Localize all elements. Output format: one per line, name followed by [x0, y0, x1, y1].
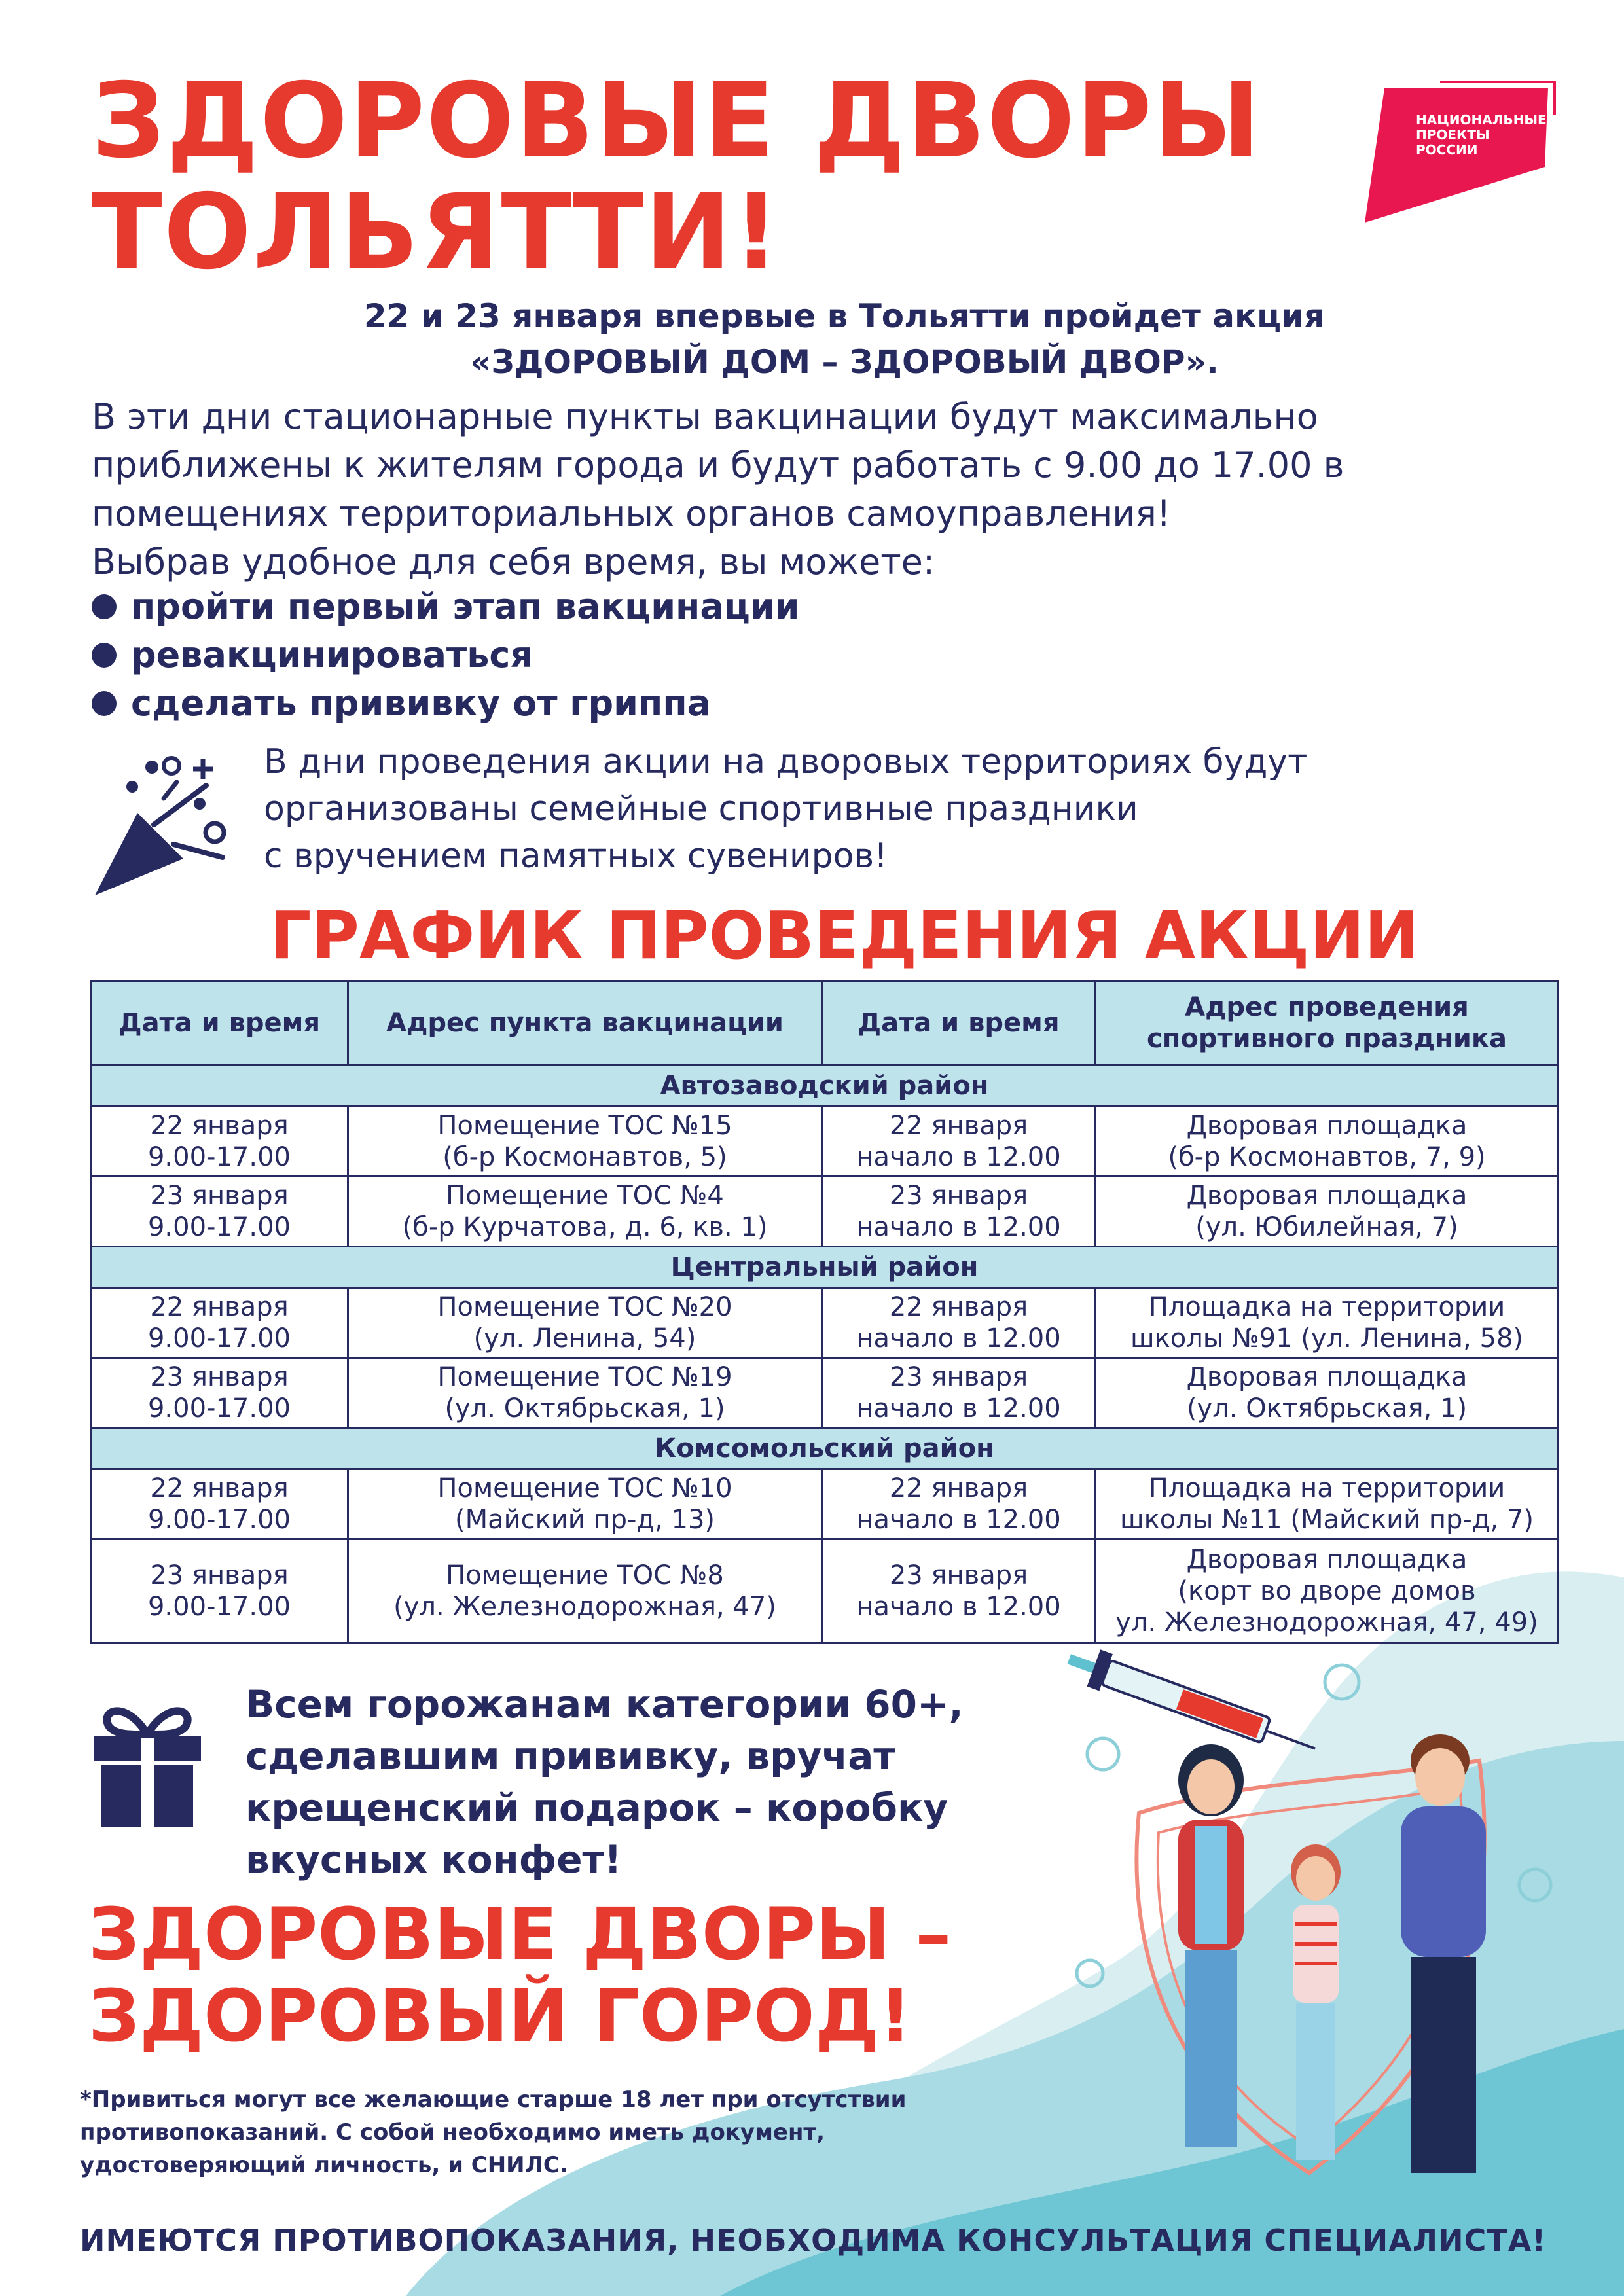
gift-announcement — [245, 1679, 1031, 1886]
bullet-icon — [92, 594, 117, 619]
gift-line3: крещенский подарок – коробку — [245, 1785, 948, 1830]
table-row — [91, 1107, 1559, 1177]
gift-line4: вкусных конфет! — [245, 1837, 622, 1882]
mother-figure — [1178, 1744, 1244, 2147]
list-item-label: сделать прививку от гриппа — [131, 683, 712, 724]
intro-line1: 22 и 23 января впервые в Тольятти пройдет акция — [363, 297, 1326, 335]
list-item-label: ревакцинироваться — [131, 634, 533, 675]
festival-cell: Дворовая площадка (б-р Космонавтов, 7, 9) — [1096, 1107, 1559, 1177]
info-line1: В эти дни стационарные пункты вакцинации будут максимально — [92, 396, 1318, 437]
date-cell: 23 января 9.00-17.00 — [91, 1177, 348, 1247]
address-cell: Помещение ТОС №15 (б-р Космонавтов, 5) — [348, 1107, 822, 1177]
date-cell: 22 января 9.00-17.00 — [91, 1107, 348, 1177]
festival-cell: Дворовая площадка (ул. Юбилейная, 7) — [1096, 1177, 1559, 1247]
logo-line1: НАЦИОНАЛЬНЫЕ — [1416, 112, 1547, 128]
gift-line1: Всем горожанам категории 60+, — [245, 1682, 964, 1727]
contraindications-warning: ИМЕЮТСЯ ПРОТИВОПОКАЗАНИЯ, НЕОБХОДИМА КОНСУЛЬТАЦИЯ СПЕЦИАЛИСТА! — [80, 2223, 1547, 2258]
child-figure — [1291, 1844, 1341, 2160]
bullet-icon — [92, 691, 117, 716]
festival-cell: Площадка на территории школы №91 (ул. Ленина, 58) — [1096, 1288, 1559, 1358]
table-row — [91, 1177, 1559, 1247]
date-cell: 23 января 9.00-17.00 — [91, 1358, 348, 1428]
column-header-festival-address — [1096, 981, 1559, 1066]
festival-line1: В дни проведения акции на дворовых территориях будут — [264, 742, 1308, 781]
footnote — [80, 2083, 996, 2181]
date-cell: 22 января 9.00-17.00 — [91, 1469, 348, 1539]
date-cell: 22 января начало в 12.00 — [822, 1107, 1096, 1177]
column-header-vaccination-address: Адрес пункта вакцинации — [348, 981, 822, 1066]
table-row — [91, 1358, 1559, 1428]
date-cell: 22 января начало в 12.00 — [822, 1469, 1096, 1539]
main-title-line2: ТОЛЬЯТТИ! — [92, 172, 782, 293]
address-cell: Помещение ТОС №20 (ул. Ленина, 54) — [348, 1288, 822, 1358]
list-item-label: пройти первый этап вакцинации — [131, 586, 800, 627]
logo-top-text: ЗДРАВООХРАНЕНИЕ — [1424, 90, 1528, 101]
festival-line2: организованы семейные спортивные праздники — [264, 789, 1138, 829]
options-list — [92, 583, 1532, 728]
gift-icon — [88, 1695, 206, 1829]
table-row — [91, 1539, 1559, 1643]
festival-line3: с вручением памятных сувениров! — [264, 836, 888, 876]
festival-announcement — [264, 738, 1573, 880]
schedule-table — [90, 980, 1559, 1644]
festival-cell: Дворовая площадка (корт во дворе домов ул. Железнодорожная, 47, 49) — [1096, 1539, 1559, 1643]
table-row — [91, 1288, 1559, 1358]
logo-line2: ПРОЕКТЫ — [1416, 127, 1490, 143]
main-title-line1: ЗДОРОВЫЕ ДВОРЫ — [92, 61, 1262, 181]
intro-line2: «ЗДОРОВЫЙ ДОМ – ЗДОРОВЫЙ ДВОР». — [470, 343, 1219, 381]
logo-line3: РОССИИ — [1416, 142, 1478, 158]
bullet-icon — [92, 643, 117, 668]
district-name: Автозаводский район — [91, 1066, 1559, 1107]
address-cell: Помещение ТОС №19 (ул. Октябрьская, 1) — [348, 1358, 822, 1428]
intro-announcement — [92, 293, 1597, 385]
column-header-date: Дата и время — [91, 981, 348, 1066]
schedule-title: ГРАФИК ПРОВЕДЕНИЯ АКЦИИ — [269, 897, 1420, 974]
date-cell: 23 января начало в 12.00 — [822, 1177, 1096, 1247]
footnote-line3: удостоверяющий личность, и СНИЛС. — [80, 2152, 568, 2178]
list-item — [92, 631, 1532, 679]
column-header-date: Дата и время — [822, 981, 1096, 1066]
gift-line2: сделавшим прививку, вручат — [245, 1734, 895, 1778]
slogan-line1: ЗДОРОВЫЕ ДВОРЫ – — [88, 1892, 952, 1976]
father-figure — [1401, 1734, 1486, 2173]
header-line: Адрес проведения — [1185, 992, 1469, 1022]
info-line3: помещениях территориальных органов самоуправления! — [92, 493, 1171, 534]
address-cell: Помещение ТОС №8 (ул. Железнодорожная, 47) — [348, 1539, 822, 1643]
info-paragraph — [92, 393, 1597, 586]
date-cell: 23 января 9.00-17.00 — [91, 1539, 348, 1643]
info-line2: приближены к жителям города и будут работать с 9.00 до 17.00 в — [92, 444, 1344, 486]
table-row — [91, 1469, 1559, 1539]
date-cell: 22 января начало в 12.00 — [822, 1288, 1096, 1358]
date-cell: 22 января 9.00-17.00 — [91, 1288, 348, 1358]
festival-cell: Площадка на территории школы №11 (Майский пр-д, 7) — [1096, 1469, 1559, 1539]
list-item — [92, 583, 1532, 631]
slogan-line2: ЗДОРОВЫЙ ГОРОД! — [88, 1974, 912, 2058]
main-title — [92, 61, 1335, 293]
syringe-icon — [1062, 1649, 1322, 1767]
family-vaccination-illustration — [1047, 1649, 1623, 2225]
date-cell: 23 января начало в 12.00 — [822, 1358, 1096, 1428]
district-row — [91, 1247, 1559, 1288]
footnote-line1: *Привиться могут все желающие старше 18 лет при отсутствии — [80, 2087, 907, 2113]
list-item — [92, 679, 1532, 728]
address-cell: Помещение ТОС №4 (б-р Курчатова, д. 6, кв. 1) — [348, 1177, 822, 1247]
party-popper-icon — [92, 753, 242, 903]
district-name: Центральный район — [91, 1247, 1559, 1288]
info-line4: Выбрав удобное для себя время, вы можете: — [92, 541, 935, 583]
address-cell: Помещение ТОС №10 (Майский пр-д, 13) — [348, 1469, 822, 1539]
national-projects-logo — [1365, 75, 1561, 226]
festival-cell: Дворовая площадка (ул. Октябрьская, 1) — [1096, 1358, 1559, 1428]
header-line: спортивного праздника — [1146, 1024, 1507, 1054]
footnote-line2: противопоказаний. С собой необходимо иметь документ, — [80, 2119, 825, 2145]
district-row — [91, 1428, 1559, 1469]
district-name: Комсомольский район — [91, 1428, 1559, 1469]
date-cell: 23 января начало в 12.00 — [822, 1539, 1096, 1643]
district-row — [91, 1066, 1559, 1107]
slogan — [88, 1893, 1070, 2057]
table-header-row — [91, 981, 1559, 1066]
